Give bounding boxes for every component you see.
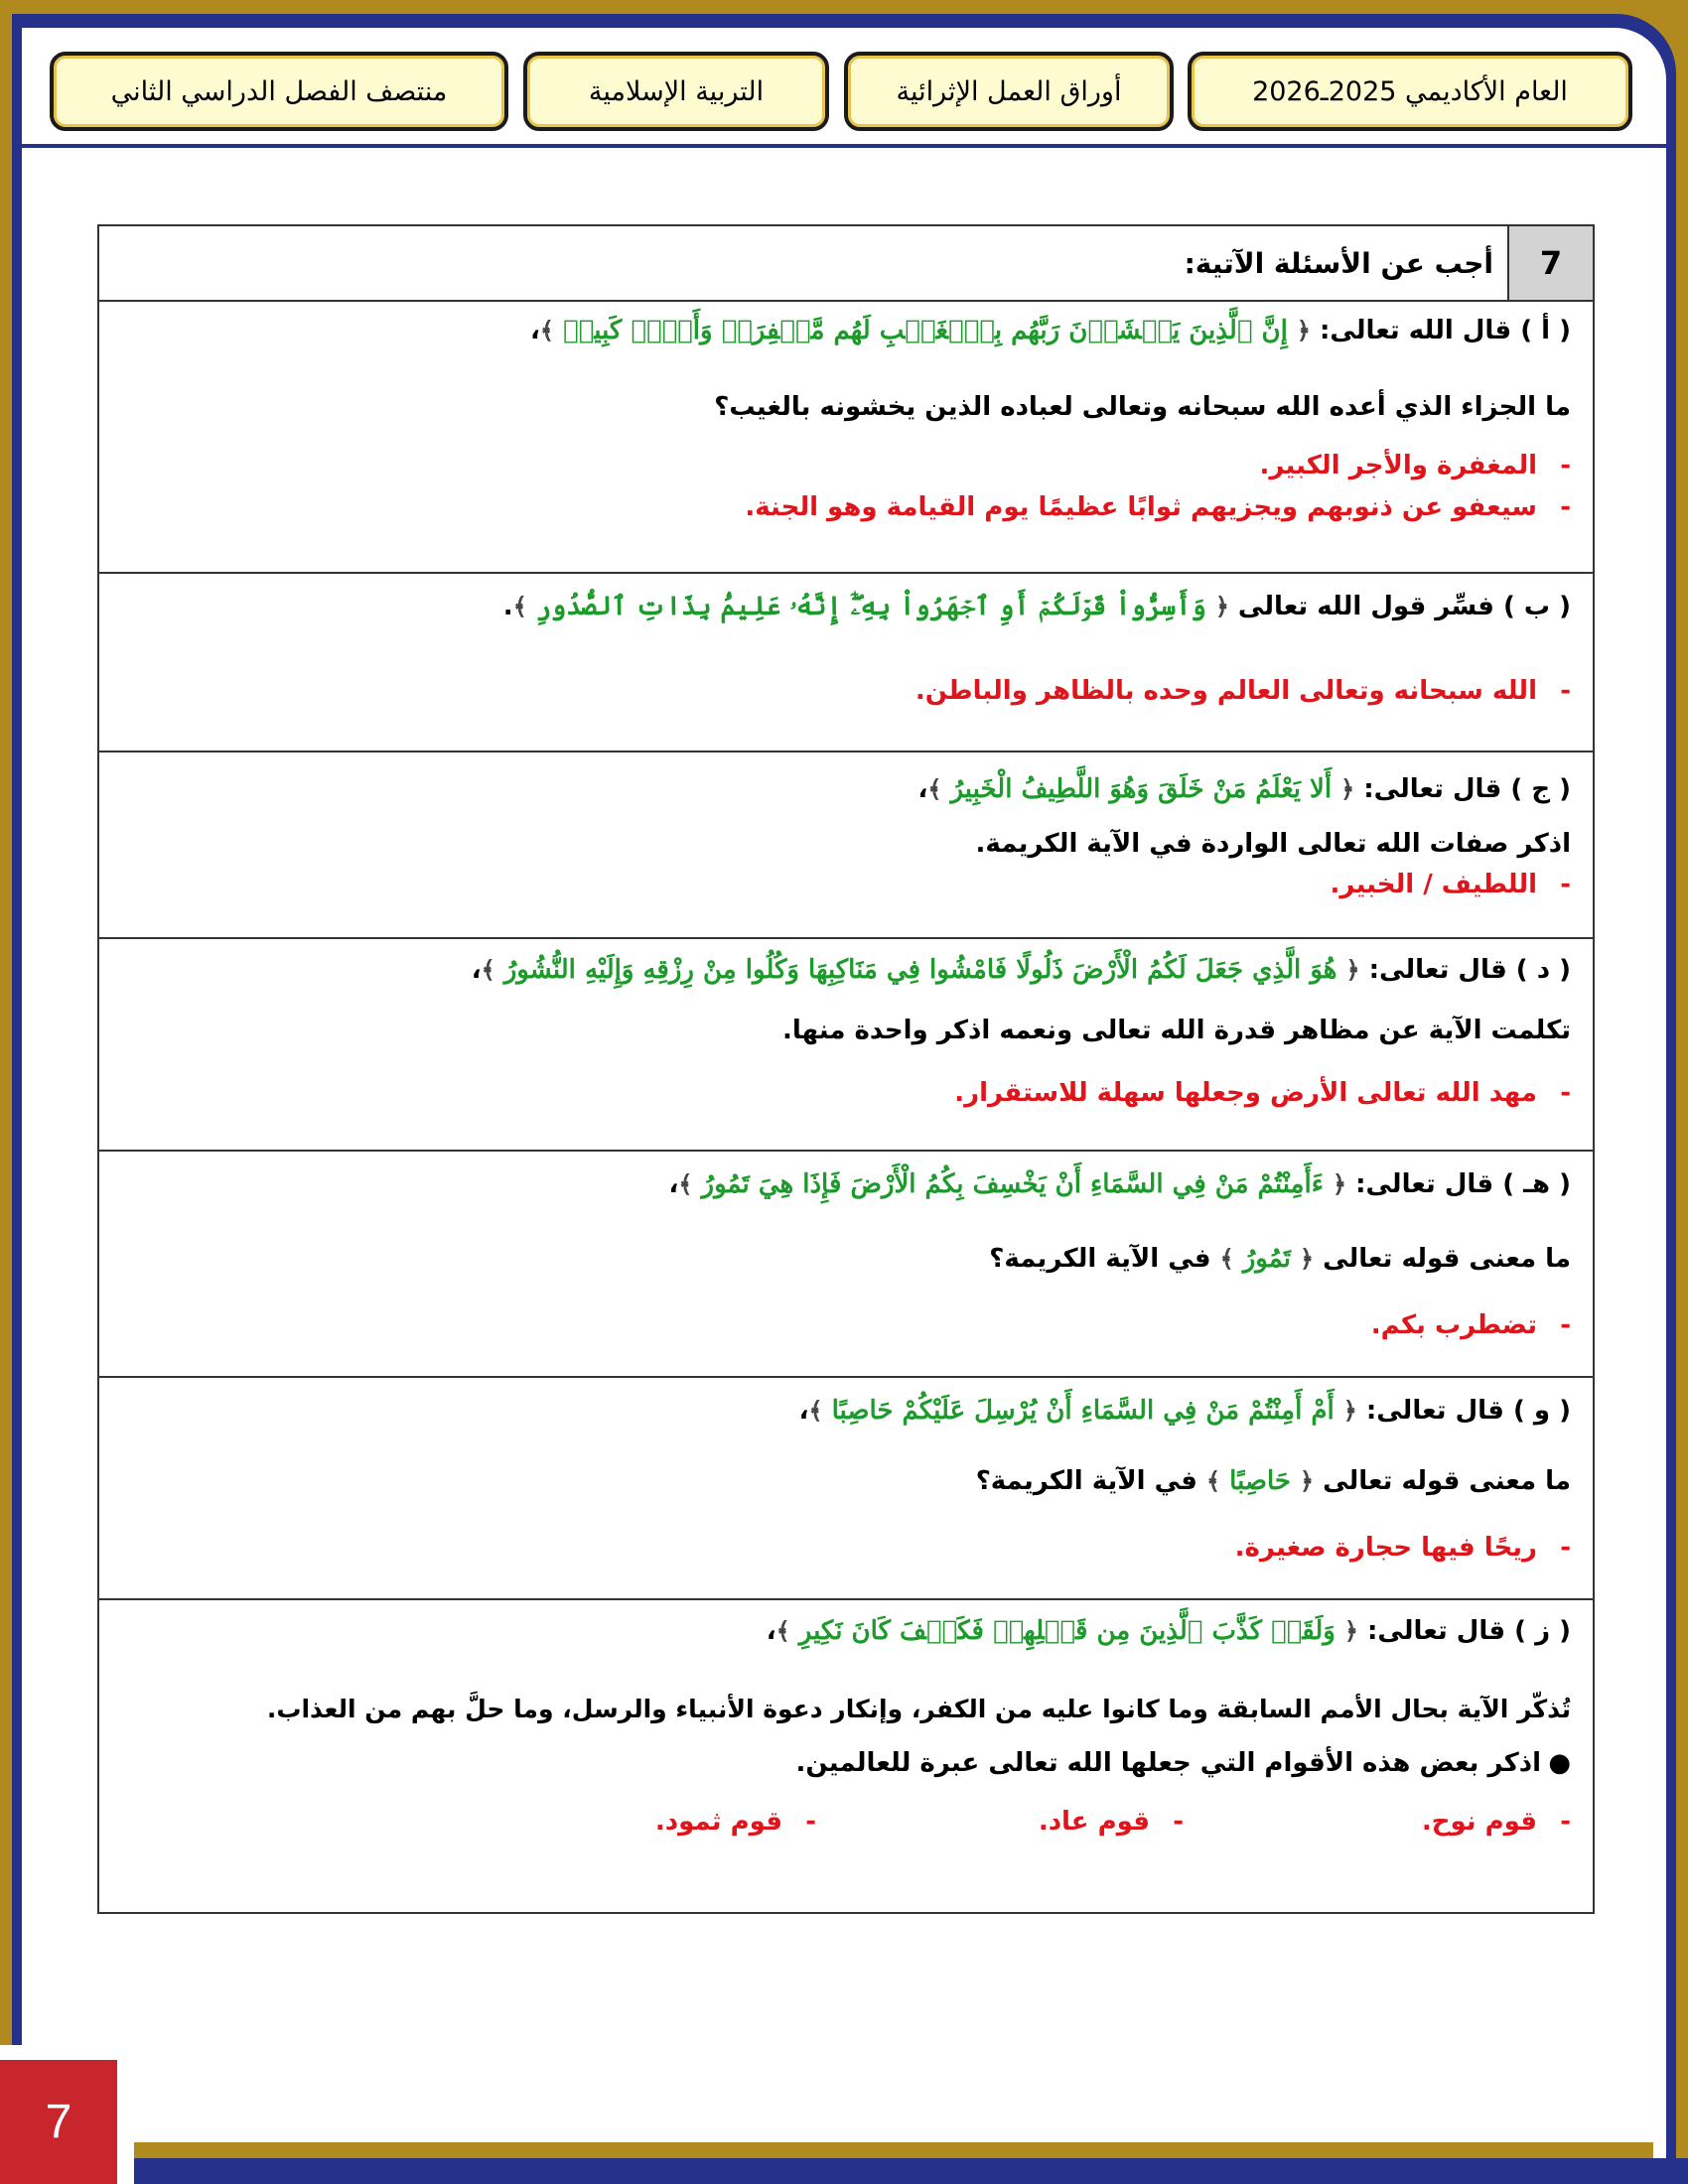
header-term: منتصف الفصل الدراسي الثاني [50, 52, 508, 131]
item-d-answer-1: -مهد الله تعالى الأرض وجعلها سهلة للاستقرار. [954, 1078, 1571, 1109]
header-academic-year: العام الأكاديمي 2025ـ2026 [1188, 52, 1632, 131]
item-g-answer-1: -قوم نوح. [1421, 1807, 1571, 1838]
item-f-verse-line: ( و ) قال تعالى: ﴿ أَمْ أَمِنْتُمْ مَنْ فِي السَّمَاءِ أَنْ يُرْسِلَ عَلَيْكُمْ حَاصِبًا ﴾، [798, 1396, 1571, 1426]
item-g-answer-2: -قوم عاد. [1038, 1807, 1184, 1838]
footer-blue-bar [134, 2158, 1688, 2184]
item-f-answer-1: -ريحًا فيها حجارة صغيرة. [1234, 1533, 1571, 1564]
item-g-question: ●اذكر بعض هذه الأقوام التي جعلها الله تعالى عبرة للعالمين. [795, 1748, 1571, 1779]
item-c-answer-1: -اللطيف / الخبير. [1330, 870, 1571, 900]
question-title: أجب عن الأسئلة الآتية: [98, 225, 1508, 301]
item-b [98, 573, 1594, 751]
item-g-context: تُذكّر الآية بحال الأمم السابقة وما كانوا عليه من الكفر، وإنكار دعوة الأنبياء والرسل، وما حلَّ بهم من العذاب. [266, 1695, 1571, 1724]
header-worksheets: أوراق العمل الإثرائية [844, 52, 1174, 131]
item-b-verse: وَأَسِرُّواْ قَوۡلَكُمۡ أَوِ ٱجۡهَرُواْ بِهِۦٓۖ إِنَّهُۥ عَلِيمُۢ بِذَاتِ ٱلصُّدُورِ [535, 592, 1206, 621]
item-a [98, 301, 1594, 573]
item-d-verse-line: ( د ) قال تعالى: ﴿ هُوَ الَّذِي جَعَلَ لَكُمُ الْأَرْضَ ذَلُولًا فَامْشُوا فِي مَنَاكِبِهَا وَكُلُوا مِنْ رِزْقِهِ وَإِلَيْهِ النُّشُورُ ﴾، [471, 955, 1571, 985]
item-g-verse: وَلَقَدۡ كَذَّبَ ٱلَّذِينَ مِن قَبۡلِهِمۡ فَكَيۡفَ كَانَ نَكِيرِ [798, 1616, 1336, 1646]
page-number: 7 [0, 2060, 117, 2184]
header-divider [22, 144, 1666, 148]
item-a-verse: إِنَّ ٱلَّذِينَ يَخۡشَوۡنَ رَبَّهُم بِٱلۡغَيۡبِ لَهُم مَّغۡفِرَةٞ وَأَجۡرٞ كَبِيرٞ [563, 316, 1288, 345]
item-f [98, 1377, 1594, 1599]
item-d-verse: هُوَ الَّذِي جَعَلَ لَكُمُ الْأَرْضَ ذَلُولًا فَامْشُوا فِي مَنَاكِبِهَا وَكُلُوا مِنْ رِزْقِهِ وَإِلَيْهِ النُّشُورُ [503, 955, 1337, 985]
item-g-verse-line: ( ز ) قال تعالى: ﴿ وَلَقَدۡ كَذَّبَ ٱلَّذِينَ مِن قَبۡلِهِمۡ فَكَيۡفَ كَانَ نَكِيرِ ﴾، [766, 1616, 1571, 1646]
item-a-question: ما الجزاء الذي أعده الله سبحانه وتعالى لعباده الذين يخشونه بالغيب؟ [714, 392, 1571, 423]
item-c-question: اذكر صفات الله تعالى الواردة في الآية الكريمة. [975, 829, 1571, 860]
header-subject: التربية الإسلامية [523, 52, 829, 131]
item-f-verse: أَمْ أَمِنْتُمْ مَنْ فِي السَّمَاءِ أَنْ يُرْسِلَ عَلَيْكُمْ حَاصِبًا [831, 1396, 1335, 1426]
item-a-answer-1: -المغفرة والأجر الكبير. [1259, 451, 1571, 481]
item-c-verse-line: ( ج ) قال تعالى: ﴿ أَلا يَعْلَمُ مَنْ خَلَقَ وَهُوَ اللَّطِيفُ الْخَبِيرُ ﴾، [917, 774, 1571, 804]
item-d-question: تكلمت الآية عن مظاهر قدرة الله تعالى ونعمه اذكر واحدة منها. [781, 1016, 1571, 1046]
item-c [98, 751, 1594, 938]
item-a-verse-line: ( أ ) قال الله تعالى: ﴿ إِنَّ ٱلَّذِينَ يَخۡشَوۡنَ رَبَّهُم بِٱلۡغَيۡبِ لَهُم مَّغۡفِرَةٞ وَأَجۡرٞ كَبِيرٞ ﴾، [530, 316, 1571, 345]
item-e-question: ما معنى قوله تعالى ﴿ تَمُورُ ﴾ في الآية الكريمة؟ [989, 1244, 1571, 1275]
footer-gold-bar [134, 2142, 1653, 2158]
item-f-question: ما معنى قوله تعالى ﴿ حَاصِبًا ﴾ في الآية الكريمة؟ [975, 1466, 1571, 1497]
item-e-verse: ءَأَمِنْتُمْ مَنْ فِي السَّمَاءِ أَنْ يَخْسِفَ بِكُمُ الْأَرْضَ فَإِذَا هِيَ تَمُورُ [701, 1169, 1324, 1199]
item-e-verse-line: ( هـ ) قال تعالى: ﴿ ءَأَمِنْتُمْ مَنْ فِي السَّمَاءِ أَنْ يَخْسِفَ بِكُمُ الْأَرْضَ فَإِذَا هِيَ تَمُورُ ﴾، [668, 1169, 1571, 1199]
item-b-verse-line: ( ب ) فسِّر قول الله تعالى ﴿ وَأَسِرُّواْ قَوۡلَكُمۡ أَوِ ٱجۡهَرُواْ بِهِۦٓۖ إِنَّهُۥ عَلِيمُۢ بِذَاتِ ٱلصُّدُورِ ﴾. [502, 592, 1571, 621]
question-table [97, 224, 1595, 1914]
item-e-answer-1: -تضطرب بكم. [1370, 1310, 1571, 1341]
item-g [98, 1599, 1594, 1913]
question-number: 7 [1508, 225, 1594, 301]
item-e [98, 1151, 1594, 1377]
item-b-answer-1: -الله سبحانه وتعالى العالم وحده بالظاهر والباطن. [914, 676, 1571, 707]
item-c-verse: أَلا يَعْلَمُ مَنْ خَلَقَ وَهُوَ اللَّطِيفُ الْخَبِيرُ [950, 774, 1333, 804]
item-g-answers [121, 1807, 1571, 1837]
item-a-answer-2: -سيعفو عن ذنوبهم ويجزيهم ثوابًا عظيمًا يوم القيامة وهو الجنة. [745, 492, 1571, 523]
item-g-answer-3: -قوم ثمود. [654, 1807, 816, 1838]
item-d [98, 938, 1594, 1151]
question-header-row [98, 225, 1594, 301]
